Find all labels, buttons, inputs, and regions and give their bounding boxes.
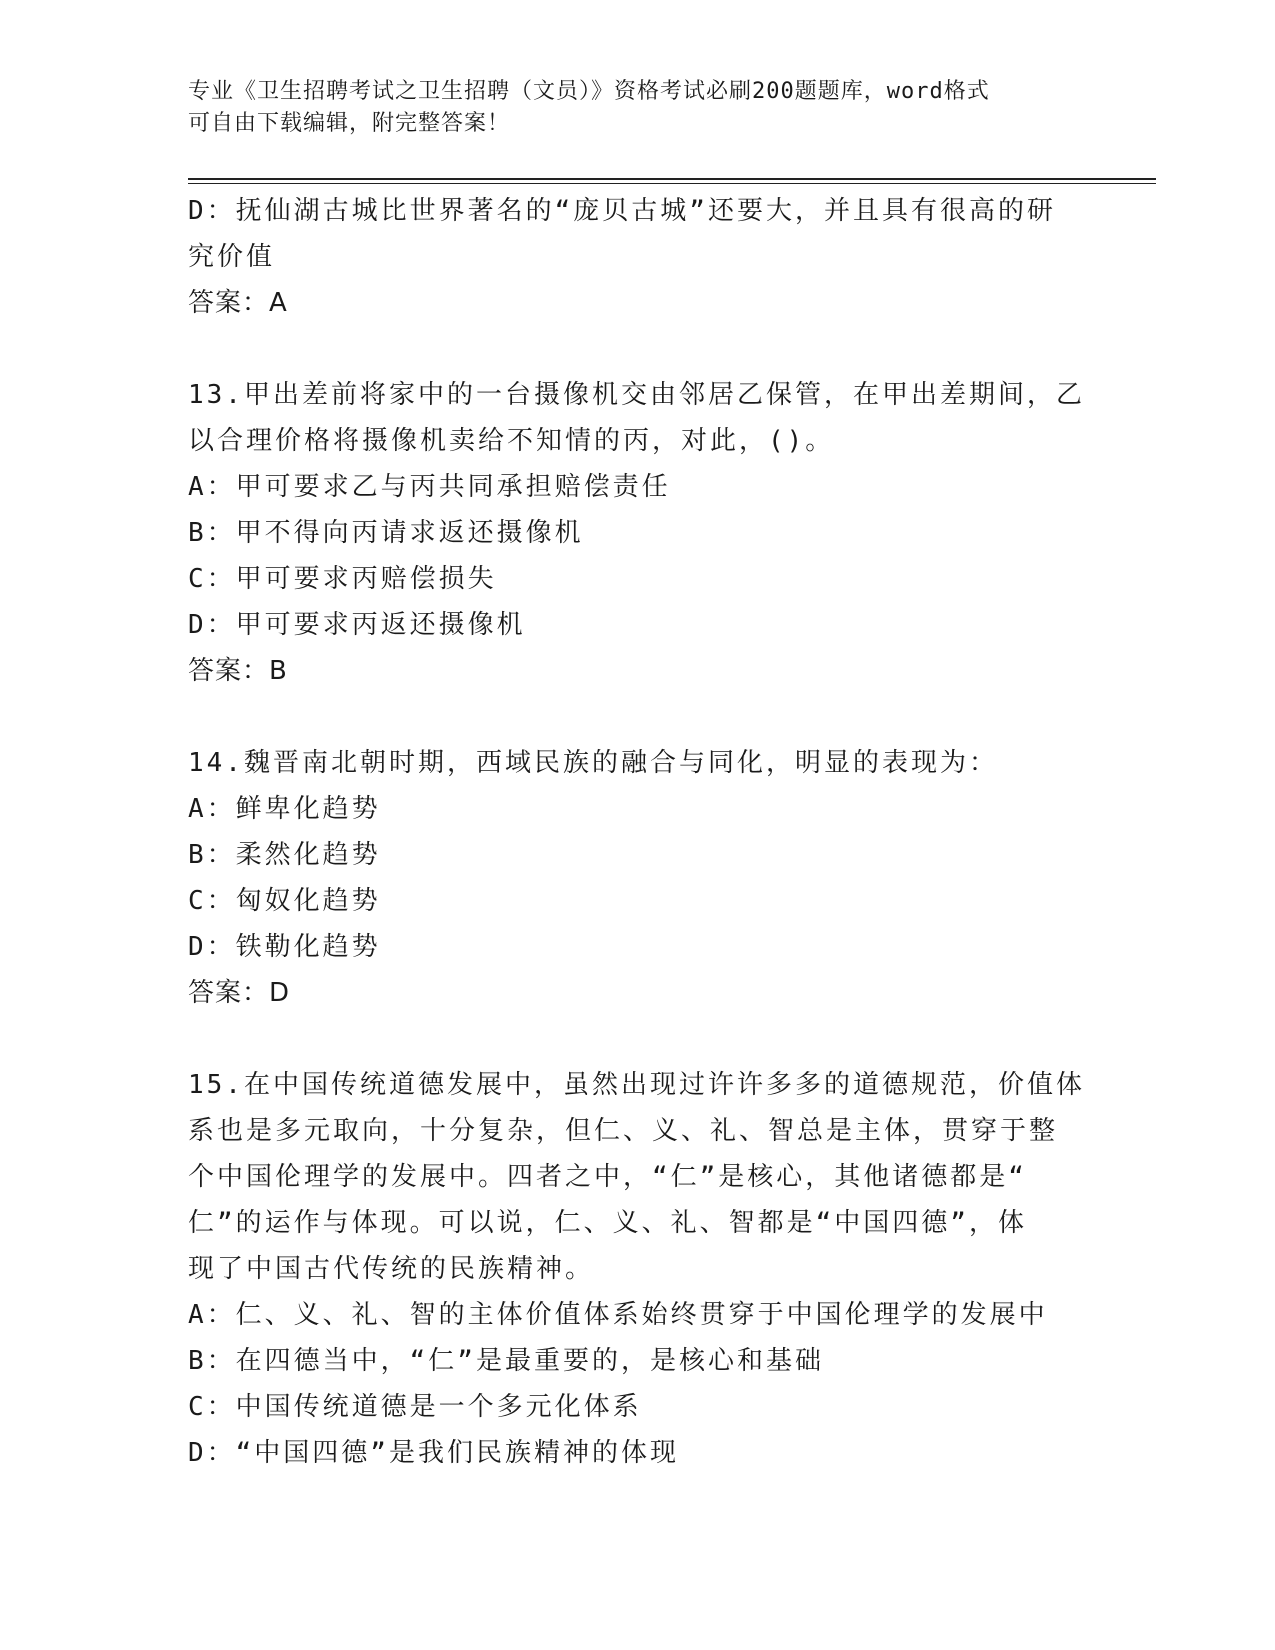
question-14-answer: 答案：D [188,978,291,1008]
header-rule-thick [188,178,1156,180]
document-body [188,188,1148,1476]
question-13-option-d: D：甲可要求丙返还摄像机 [188,610,526,640]
header-line: 专业《卫生招聘考试之卫生招聘（文员）》资格考试必刷200题题库，word格式 [188,79,990,104]
prev-question-answer: 答案：A [188,288,288,318]
stem-line: 系也是多元取向，十分复杂，但仁、义、礼、智总是主体，贯穿于整 [188,1116,1059,1146]
spacer [188,1016,1148,1062]
question-14-option-d: D：铁勒化趋势 [188,932,381,962]
question-14-option-b: B：柔然化趋势 [188,840,381,870]
prev-question-option-d [188,188,1148,280]
stem-line: 以合理价格将摄像机卖给不知情的丙，对此，()。 [188,426,835,456]
header-line: 可自由下载编辑，附完整答案！ [188,111,511,136]
stem-line: 15.在中国传统道德发展中，虽然出现过许许多多的道德规范，价值体 [188,1070,1085,1100]
question-14-stem [188,740,1148,786]
question-13-option-c: C：甲可要求丙赔偿损失 [188,564,497,594]
question-15-stem [188,1062,1148,1292]
question-13-answer: 答案：B [188,656,288,686]
question-13-stem [188,372,1148,464]
stem-line: 现了中国古代传统的民族精神。 [188,1254,595,1284]
stem-line: 个中国伦理学的发展中。四者之中，“仁”是核心，其他诸德都是“ [188,1162,1027,1192]
stem-line: 仁”的运作与体现。可以说，仁、义、礼、智都是“中国四德”，体 [188,1208,1027,1238]
option-line: D：抚仙湖古城比世界著名的“庞贝古城”还要大，并且具有很高的研 [188,196,1056,226]
document-header [188,76,1088,140]
question-15-option-a: A：仁、义、礼、智的主体价值体系始终贯穿于中国伦理学的发展中 [188,1300,1048,1330]
question-14-option-c: C：匈奴化趋势 [188,886,381,916]
spacer [188,694,1148,740]
header-rule-thin [188,183,1156,184]
spacer [188,326,1148,372]
question-14-option-a: A：鲜卑化趋势 [188,794,381,824]
question-13-option-a: A：甲可要求乙与丙共同承担赔偿责任 [188,472,671,502]
stem-line: 14.魏晋南北朝时期，西域民族的融合与同化，明显的表现为： [188,748,998,778]
stem-line: 13.甲出差前将家中的一台摄像机交由邻居乙保管，在甲出差期间，乙 [188,380,1085,410]
option-line: 究价值 [188,242,276,272]
question-15-option-c: C：中国传统道德是一个多元化体系 [188,1392,642,1422]
question-13-option-b: B：甲不得向丙请求返还摄像机 [188,518,584,548]
question-15-option-d: D：“中国四德”是我们民族精神的体现 [188,1438,679,1468]
question-15-option-b: B：在四德当中，“仁”是最重要的，是核心和基础 [188,1346,824,1376]
